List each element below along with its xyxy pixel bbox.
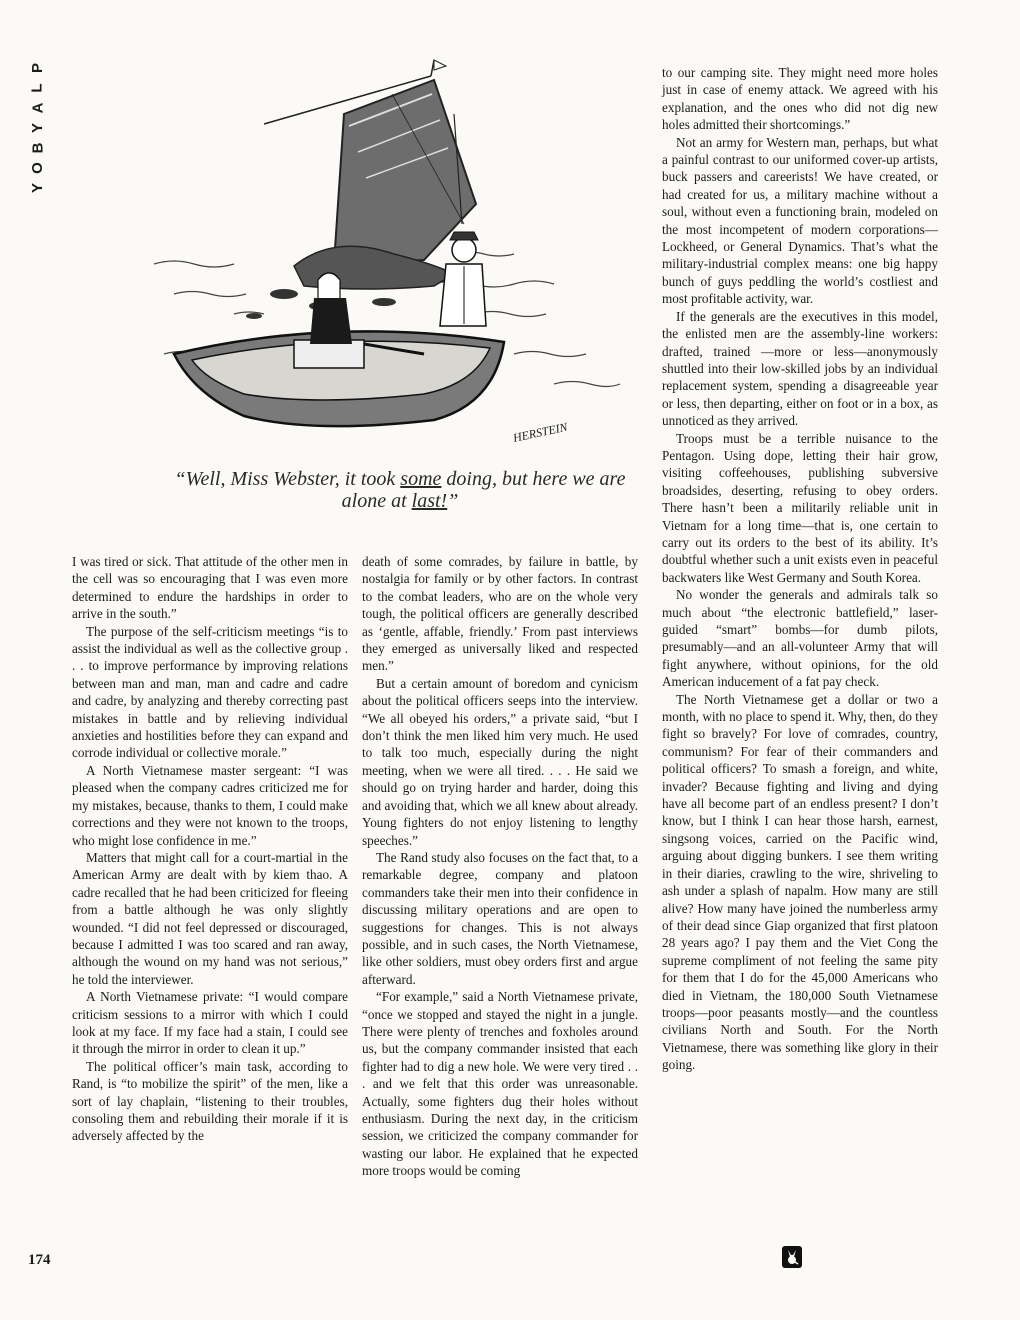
masthead-letter: P — [28, 62, 46, 74]
sinking-ship — [264, 60, 476, 289]
masthead-letter: B — [29, 142, 46, 154]
paragraph: The North Vietnamese get a dollar or two a month, with no place to spend it. Why, then, do they fight so bravely? For love of comrades, country, communism? For fear of their commanders and political officers? To smash a foreign, and white, invader? Because fighting and living and dying have all become part of an endless present? I don’t know, but I think I can hear those harsh, earnest, singsong voices, carried on the Pacific wind, arguing about digging bunkers. I see them writing in their diaries, crawling to the wire, shriveling to ash under a splash of napalm. How many are still alive? How many have joined the numberless army of their dead since Giap organized that first platoon 28 years ago? I pay them and the Viet Cong the supreme compliment of not feeling the same pity for them that I do for the 45,000 Americans who died in Vietnam, the 180,000 South Vietnamese troops—poor peasants mostly—and the countless civilians North and South. For the North Vietnamese, there was something like glory in their going. — [662, 691, 938, 1073]
paragraph: Troops must be a terrible nuisance to the Pentagon. Using dope, letting their hair grow, visiting coffeehouses, publishing subversive broadsides, deserting, refusing to obey orders. There hasn’t been a militarily reliable unit in Vietnam for a long time—that is, one certain to carry out its orders to the best of its ability. It’s doubtful whether such a unit exists even in peaceful backwaters like West Germany and South Korea. — [662, 430, 938, 585]
caption-emphasis: some — [400, 468, 442, 490]
artist-signature: HERSTEIN — [511, 419, 569, 445]
caption-text: ” — [447, 490, 459, 512]
paragraph: “For example,” said a North Vietnamese private, “once we stopped and stayed the night in a jungle. There were plenty of trenches and foxholes around us, but the company commander insisted that each fighter had to dig a new hole. We were very tired . . . and we felt that this order was unreasonable. Actually, some fighters dug their holes without enthusiasm. During the next day, in the criticism session, we criticized the company commander for wasting our labor. He explained that he expected more troops would be coming — [362, 989, 638, 1179]
caption-text: “Well, Miss Webster, it took — [174, 468, 401, 490]
masthead-letter: Y — [28, 182, 46, 194]
paragraph: A North Vietnamese master sergeant: “I was pleased when the company cadres criticized me for my mistakes, because, thanks to them, I could make corrections and they were not known to the troops, who might lose confidence in me.” — [72, 762, 348, 848]
paragraph: I was tired or sick. That attitude of the other men in the cell was so encouraging that I was even more determined to endure the hardships in order to arrive in the south.” — [72, 554, 348, 622]
paragraph: But a certain amount of boredom and cynicism about the political officers seeps into the interview. “We all obeyed his orders,” a private said, “but I don’t think the men liked him very much. He used to talk too much, especially during the night meeting, when we were all tired. . . . He said we should go on trying harder and harder, doing this and avoiding that, which we all knew about already. Young fighters do not enjoy listening to lengthy speeches.” — [362, 675, 638, 848]
rabbit-head-icon — [782, 1246, 802, 1268]
paragraph: If the generals are the executives in this model, the enlisted men are the assembly-line workers: drafted, trained —more or less—anonymously shuttled into their low-skilled jobs by an individual replacement system, spending a disagreeable year or less, then departing, either on foot or in a box, as unnoticed as they arrived. — [662, 308, 938, 429]
article-column-2 — [362, 553, 638, 1180]
caption-text: doing, but here we are alone at — [341, 468, 626, 512]
paragraph: The purpose of the self-criticism meetings “is to assist the individual as well as the collective group . . . to improve performance by improving relations between man and man, man and cadre and cadre and cadre, by analyzing and thereby correcting past mistakes in battle and by relieving individual anxieties and hostilities before they can expand and corrode individual or collective morale.” — [72, 623, 348, 761]
paragraph: Matters that might call for a court-martial in the American Army are dealt with by kiem thao. A cadre recalled that he had been criticized for fleeing from a battle although he was only slightly wounded. “I did not feel depressed or discouraged, because I admitted I was too scared and ran away, although the wound on my hand was not serious,” he told the interviewer. — [72, 849, 348, 987]
page-number: 174 — [28, 1252, 51, 1268]
paragraph: death of some comrades, by failure in battle, by nostalgia for family or by other factors. In contrast to the combat leaders, who are on the whole very tough, the political officers are generally described as ‘gentle, affable, friendly.’ From past interviews they emerged as universally liked and respected men.” — [362, 554, 638, 674]
captain-figure — [440, 232, 486, 326]
article-column-1 — [72, 553, 348, 1145]
caption-emphasis: last! — [411, 490, 448, 512]
masthead-letter: A — [29, 102, 46, 114]
paragraph: The Rand study also focuses on the fact that, to a remarkable degree, company and platoon commanders take their men into their confidence in discussing military operations and are open to suggestions for changes. This is not always possible, and in such cases, the North Vietnamese, like other soldiers, must obey orders first and argue afterward. — [362, 849, 638, 987]
cartoon-illustration — [134, 54, 652, 470]
paragraph: A North Vietnamese private: “I would compare criticism sessions to a mirror with which I could look at my face. If my face had a stain, I could see it through the mirror in order to clean it up.” — [72, 989, 348, 1057]
paragraph: Not an army for Western man, perhaps, but what a painful contrast to our uniformed cover-up artists, buck passers and careerists! We have created, or had created for us, a military machine without a soul, without even a functioning brain, modeled on the most incompetent of modern corporations—Lockheed, or General Dynamics. That’s what the military-industrial complex means: one big happy bunch of guys peddling the world’s costliest and most profitable activity, war. — [662, 134, 938, 307]
paragraph: No wonder the generals and admirals talk so much about “the electronic battlefield,” laser-guided “smart” bombs—for dumb pilots, presumably—and an all-volunteer Army that will fight anywhere, without opinions, for the old American inducement of a fat pay check. — [662, 587, 938, 690]
masthead-letter: O — [28, 162, 46, 174]
cartoon-caption — [150, 468, 650, 512]
masthead-letter: L — [28, 83, 46, 93]
magazine-masthead — [16, 58, 60, 198]
article-column-3 — [662, 64, 938, 1074]
rowboat — [174, 331, 504, 426]
paragraph: The political officer’s main task, according to Rand, is “to mobilize the spirit” of the men, like a sort of lay chaplain, “listening to their troubles, consoling them and rebuilding their morale if it is adversely affected by the — [72, 1058, 348, 1144]
masthead-letter: Y — [28, 122, 46, 134]
paragraph: to our camping site. They might need more holes just in case of enemy attack. We agreed with his explanation, and the ones who did not dig new holes admitted their shortcomings.” — [662, 65, 938, 133]
